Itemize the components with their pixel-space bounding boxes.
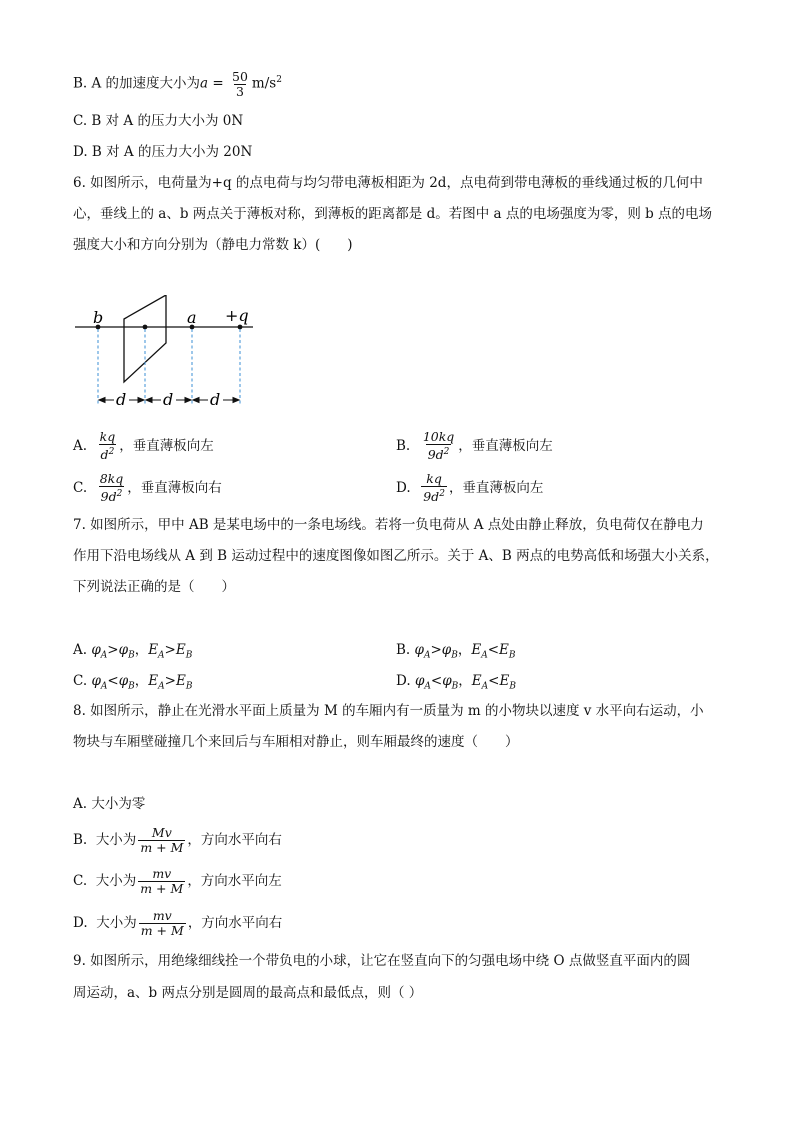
frac-den-base: 9d — [427, 447, 444, 463]
q8-pre: 大小为 — [96, 915, 137, 931]
q9-stem-line2: 周运动，a、b 两点分别是圆周的最高点和最低点，则（ ） — [73, 985, 423, 1001]
frac-num: kq — [99, 429, 116, 445]
q7-stem-line2: 作用下沿电场线从 A 到 B 运动过程中的速度图像如图乙所示。关于 A、B 两点的电势高低和场强大小关系， — [73, 548, 719, 564]
sep: ， — [457, 642, 472, 658]
sub: B — [508, 650, 516, 661]
q7-stem-line3: 下列说法正确的是（ ） — [73, 579, 235, 595]
q8-option-d — [73, 905, 282, 941]
phi: φ — [91, 673, 101, 689]
q6-dim-label-2: d — [163, 390, 174, 409]
phi: φ — [414, 642, 424, 658]
e: E — [175, 642, 186, 658]
q5-option-b-prefix: B. A 的加速度大小为 — [73, 75, 201, 92]
q7-letter: B. — [396, 642, 411, 658]
q7-letter: C. — [73, 673, 88, 689]
q8-letter: B. — [73, 832, 88, 848]
phi: φ — [118, 642, 129, 658]
sub: B — [185, 650, 193, 661]
q6-option-d-letter: D. — [396, 480, 411, 496]
phi: φ — [118, 673, 129, 689]
q6-stem-line2: 心，垂线上的 a、b 两点关于薄板对称，到薄板的距离都是 d。若图中 a 点的电场强度为零，则 b 点的电场 — [73, 206, 713, 222]
q7-option-c — [73, 672, 192, 696]
q6-option-c-text: ，垂直薄板向右 — [127, 480, 222, 496]
q6-label-b: b — [93, 308, 104, 327]
q7-letter: D. — [396, 673, 411, 689]
q7-letter: A. — [73, 642, 88, 658]
sub: A — [158, 650, 165, 661]
e: E — [499, 673, 510, 689]
q6-option-c-fraction — [98, 472, 126, 504]
q8-stem-line2: 物块与车厢壁碰撞几个来回后与车厢相对静止，则车厢最终的速度（ ） — [73, 734, 519, 750]
frac-den-exp: 2 — [443, 447, 450, 458]
sub: B — [128, 681, 135, 692]
q6-figure — [70, 295, 270, 420]
q6-option-b — [396, 428, 553, 464]
q7-stem-line1: 7. 如图所示，甲中 AB 是某电场中的一条电场线。若将一负电荷从 A 点处由静止释放，负电荷仅在静电力 — [73, 517, 704, 533]
q6-option-d-text: ，垂直薄板向左 — [448, 480, 544, 496]
rel: < — [488, 673, 500, 689]
q8-option-d-fraction — [139, 909, 186, 938]
q8-option-b-fraction — [138, 826, 185, 855]
q6-dim-label-3: d — [210, 390, 221, 409]
q6-stem-line3: 强度大小和方向分别为（静电力常数 k）( ) — [73, 237, 353, 253]
frac-num: 10kq — [422, 429, 455, 445]
frac-num: Mv — [151, 825, 172, 840]
q6-point-charge — [238, 325, 243, 330]
q5-unit: m/s — [251, 75, 277, 92]
frac-num: mv — [152, 866, 172, 881]
q5-var-a: a — [200, 75, 209, 92]
q6-option-d-fraction — [421, 472, 447, 504]
q7-option-a — [73, 641, 192, 665]
sub: B — [451, 650, 458, 661]
q6-option-a-fraction — [98, 430, 118, 462]
phi: φ — [414, 673, 425, 689]
q5-frac-num: 50 — [232, 68, 248, 84]
sub: A — [481, 681, 489, 692]
q5-unit-exp: 2 — [276, 75, 282, 85]
q6-option-b-fraction — [421, 430, 456, 462]
e: E — [471, 673, 482, 689]
frac-den-base: 9d — [100, 489, 117, 505]
q6-label-a: a — [187, 308, 197, 327]
q8-option-c-fraction — [138, 867, 185, 896]
rel: > — [164, 673, 176, 689]
q6-stem-line1: 6. 如图所示，电荷量为+q 的点电荷与均匀带电薄板相距为 2d，点电荷到带电薄板的垂线通过板的几何中 — [73, 175, 703, 191]
q8-pre: 大小为 — [95, 832, 137, 848]
e: E — [471, 642, 482, 658]
frac-num: mv — [152, 908, 172, 923]
frac-den-base: d — [100, 447, 109, 463]
frac-num: kq — [426, 471, 442, 487]
q6-option-c-letter: C. — [73, 480, 88, 496]
phi: φ — [441, 642, 452, 658]
frac-den — [99, 444, 117, 462]
q6-label-q: +q — [225, 306, 249, 325]
frac-den-exp: 2 — [439, 489, 445, 500]
q6-option-b-letter: B. — [396, 438, 411, 454]
rel: < — [107, 673, 119, 689]
sub: A — [423, 650, 431, 661]
q8-option-c — [73, 863, 282, 899]
rel: < — [487, 642, 500, 658]
q6-option-d — [396, 470, 543, 506]
q6-option-a-letter: A. — [73, 438, 88, 454]
e: E — [499, 642, 509, 658]
frac-den: m + M — [140, 923, 184, 938]
q8-text: ，方向水平向左 — [187, 873, 282, 889]
phi: φ — [91, 642, 101, 658]
frac-den: m + M — [140, 881, 184, 896]
sub: B — [451, 681, 459, 692]
q6-option-b-text: ，垂直薄板向左 — [458, 438, 553, 454]
frac-den — [421, 486, 447, 504]
frac-den — [426, 444, 452, 462]
phi: φ — [442, 673, 452, 689]
q5-fraction — [230, 70, 250, 99]
q8-pre: 大小为 — [95, 873, 137, 889]
frac-den-base: 9d — [423, 489, 440, 505]
q8-text: ，方向水平向右 — [187, 915, 283, 931]
q6-dim-label-1: d — [116, 390, 127, 409]
q5-option-b — [73, 66, 282, 99]
sub: B — [509, 681, 516, 692]
q9-stem-line1: 9. 如图所示，用绝缘细线拴一个带负电的小球，让它在竖直向下的匀强电场中绕 O 点做竖直平面内的圆 — [73, 953, 691, 969]
q5-frac-den: 3 — [235, 83, 244, 99]
frac-den — [99, 486, 125, 504]
sub: A — [100, 681, 108, 692]
rel: > — [430, 642, 442, 658]
frac-den-exp: 2 — [116, 489, 123, 500]
q6-plate-center — [143, 325, 148, 330]
frac-den: m + M — [140, 840, 184, 855]
frac-den-exp: 2 — [108, 447, 115, 458]
e: E — [148, 673, 159, 689]
sub: A — [100, 650, 108, 661]
e: E — [175, 673, 186, 689]
sub: A — [424, 681, 431, 692]
frac-num: 8kq — [99, 471, 124, 487]
q8-letter: C. — [73, 873, 88, 889]
q8-stem-line1: 8. 如图所示，静止在光滑水平面上质量为 M 的车厢内有一质量为 m 的小物块以速度 v 水平向右运动，小 — [73, 703, 704, 719]
q6-option-c — [73, 470, 222, 506]
sub: A — [481, 650, 488, 661]
q8-letter: D. — [73, 915, 88, 931]
sep: ， — [134, 642, 149, 658]
sub: A — [158, 681, 165, 692]
q8-text: ，方向水平向右 — [187, 832, 282, 848]
q6-option-a-text: ，垂直薄板向左 — [119, 438, 214, 454]
sub: B — [128, 650, 135, 661]
rel: < — [430, 673, 443, 689]
e: E — [148, 642, 159, 658]
q5-equals: = — [208, 75, 229, 92]
rel: > — [107, 642, 119, 658]
rel: > — [164, 642, 176, 658]
q5-option-d: D. B 对 A 的压力大小为 20N — [73, 144, 253, 160]
q5-option-c: C. B 对 A 的压力大小为 0N — [73, 113, 244, 129]
q7-option-b — [396, 641, 516, 665]
q7-option-d — [396, 672, 516, 696]
q6-option-a — [73, 428, 214, 464]
sep: ， — [458, 673, 472, 689]
q8-option-a: A. 大小为零 — [73, 796, 146, 812]
sub: B — [185, 681, 193, 692]
q8-option-b — [73, 822, 282, 858]
sep: ， — [134, 673, 149, 689]
